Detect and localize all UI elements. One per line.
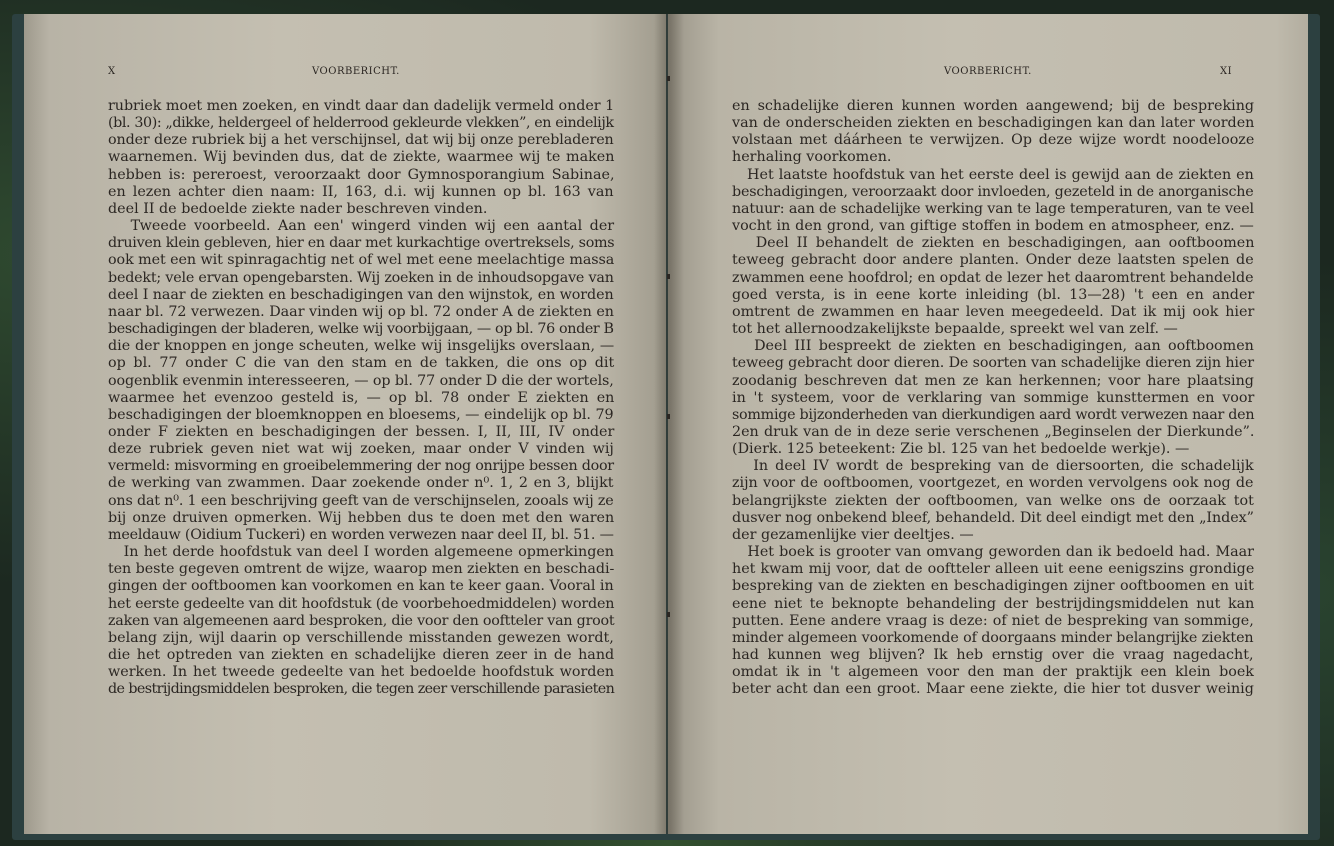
text-line: had kunnen weg blijven? Ik heb ernstig over die vraag nagedacht, <box>732 647 1254 663</box>
text-line: de werking van zwammen. Daar zoekende onder n⁰. 1, 2 en 3, blijkt <box>108 475 614 492</box>
text-line: der gezamenlijke vier deeltjes. — <box>732 526 974 543</box>
text-line: die der knoppen en jonge scheuten, welke wij insgelijks overslaan, — <box>108 338 615 355</box>
left-running-head: VOORBERICHT. <box>312 66 400 77</box>
text-line: beter acht dan een groot. Maar eene ziekte, die hier tot dusver weinig <box>732 681 1254 698</box>
gutter-mark <box>667 612 670 617</box>
text-line: ten beste gegeven omtrent de wijze, waarop men ziekten en beschadi- <box>108 561 615 578</box>
text-line: meeldauw (Oidium Tuckeri) en worden verwezen naar deel II, bl. 51. — <box>108 526 614 543</box>
text-line: Het laatste hoofdstuk van het eerste deel is gewijd aan de ziekten en <box>732 166 1254 183</box>
gutter-mark <box>667 76 670 81</box>
text-line: deel II de bedoelde ziekte nader beschreven vinden. <box>108 200 488 217</box>
right-page-body <box>732 98 1254 698</box>
text-line: ons dat n⁰. 1 een beschrijving geeft van de verschijnselen, zooals wij ze <box>108 492 614 509</box>
text-line: in 't systeem, voor de verklaring van sommige kunsttermen en voor <box>732 389 1255 406</box>
text-line: eene niet te beknopte behandeling der bestrijdingsmiddelen nut kan <box>732 595 1255 612</box>
text-line: vermeld: misvorming en groeibelemmering der nog onrijpe bessen door <box>108 458 614 475</box>
text-line: goed versta, is in eene korte inleiding (bl. 13—28) 't een en ander <box>732 286 1255 303</box>
text-line: putten. Eene andere vraag is deze: of niet de bespreking van sommige, <box>732 612 1254 629</box>
text-line: hebben is: pereroest, veroorzaakt door Gymnosporangium Sabinae, <box>108 166 615 183</box>
text-line: Deel III bespreekt de ziekten en beschadigingen, aan ooftboomen <box>732 338 1254 355</box>
text-line: Deel II behandelt de ziekten en beschadigingen, aan ooftboomen <box>732 235 1255 252</box>
text-line: en lezen achter dien naam: II, 163, d.i. wij kunnen op bl. 163 van <box>108 183 614 200</box>
text-line: Het boek is grooter van omvang geworden dan ik bedoeld had. Maar <box>732 544 1255 561</box>
text-line: rubriek moet men zoeken, en vindt daar dan dadelijk vermeld onder 1 <box>108 98 615 114</box>
text-line: de bestrijdingsmiddelen besproken, die tegen zeer verschillende parasieten <box>108 681 615 698</box>
text-line: volstaan met dáárheen te verwijzen. Op deze wijze wordt noodelooze <box>732 132 1255 149</box>
text-line: zaken van algemeenen aard besproken, die voor den ooftteler van groot <box>108 612 615 629</box>
text-line: belang zijn, wijl daarin op verschillende misstanden gewezen wordt, <box>108 629 614 646</box>
text-line: omdat ik in 't algemeen voor den man der praktijk een klein boek <box>732 664 1254 681</box>
text-line: Tweede voorbeeld. Aan een' wingerd vinden wij een aantal der <box>108 218 615 235</box>
text-line: zijn voor de ooftboomen, voortgezet, en worden vervolgens ook nog de <box>732 475 1254 492</box>
text-line: beschadigingen, veroorzaakt door invloeden, gezeteld in de anorganische <box>732 183 1254 200</box>
text-line: zwammen eene hoofdrol; en opdat de lezer het daaromtrent behandelde <box>732 269 1254 286</box>
text-line: deel I naar de ziekten en beschadigingen van den wijnstok, en worden <box>108 286 614 303</box>
right-running-head: VOORBERICHT. <box>944 66 1032 77</box>
book-gutter <box>654 14 684 834</box>
text-line: (bl. 30): „dikke, heldergeel of helderrood gekleurde vlekken”, en eindelijk <box>108 115 614 132</box>
text-line: en schadelijke dieren kunnen worden aangewend; bij de bespreking <box>732 98 1255 114</box>
text-line: die het optreden van ziekten en schadelijke dieren zeer in de hand <box>108 647 615 663</box>
text-line: teweeg gebracht door dieren. De soorten van schadelijke dieren zijn hier <box>732 355 1254 372</box>
text-line: werken. In het tweede gedeelte van het bedoelde hoofdstuk worden <box>108 664 615 681</box>
open-book <box>24 14 1308 834</box>
text-line: natuur: aan de schadelijke werking van te lage temperaturen, van te veel <box>732 200 1254 217</box>
text-line: van de onderscheiden ziekten en beschadigingen kan dan later worden <box>732 115 1255 132</box>
gutter-mark <box>667 274 670 279</box>
gutter-mark <box>667 414 670 419</box>
left-page-body <box>108 98 614 698</box>
text-line: minder algemeen voorkomende of doorgaans minder belangrijke ziekten <box>732 629 1254 646</box>
text-line: waarnemen. Wij bevinden dus, dat de ziekte, waarmee wij te maken <box>108 149 615 166</box>
text-line: dusver nog onbekend bleef, behandeld. Dit deel eindigt met den „Index” <box>732 509 1254 526</box>
text-line: beschadigingen der bloemknoppen en bloesems, — eindelijk op bl. 79 <box>108 406 614 423</box>
text-line: oogenblik evenmin interesseeren, — op bl. 77 onder D die der wortels, <box>108 372 614 389</box>
left-page <box>24 14 666 834</box>
text-line: bespreking van de ziekten en beschadigingen zijner ooftboomen en uit <box>732 578 1254 595</box>
text-line: bedekt; vele ervan opengebarsten. Wij zoeken in de inhoudsopgave van <box>108 269 614 286</box>
text-line: herhaling voorkomen. <box>732 149 892 166</box>
text-line: vocht in den grond, van giftige stoffen in bodem en atmospheer, enz. — <box>732 218 1254 235</box>
text-line: In deel IV wordt de bespreking van de diersoorten, die schadelijk <box>732 458 1254 475</box>
text-line: 2en druk van de in deze serie verschenen „Beginselen der Dierkunde”. <box>732 423 1255 440</box>
text-line: belangrijkste ziekten der ooftboomen, van welke ons de oorzaak tot <box>732 492 1254 509</box>
left-page-number: X <box>108 66 116 77</box>
text-line: onder deze rubriek bij a het verschijnsel, dat wij bij onze perebladeren <box>108 132 614 149</box>
right-page <box>668 14 1308 834</box>
text-line: (Dierk. 125 beteekent: Zie bl. 125 van het bedoelde werkje). — <box>732 441 1190 458</box>
text-line: gingen der ooftboomen kan voorkomen en kan te keer gaan. Vooral in <box>108 578 614 595</box>
text-line: omtrent de zwammen en haar leven meegedeeld. Dat ik mij ook hier <box>732 303 1255 320</box>
text-line: sommige bijzonderheden van dierkundigen aard wordt verwezen naar den <box>732 406 1255 423</box>
text-line: teweeg gebracht door andere planten. Onder deze laatsten spelen de <box>732 252 1254 269</box>
text-line: onder F ziekten en beschadigingen der bessen. I, II, III, IV onder <box>108 423 615 440</box>
text-line: naar bl. 72 verwezen. Daar vinden wij op bl. 72 onder A de ziekten en <box>108 303 614 320</box>
text-line: waarmee het evenzoo gesteld is, — op bl. 78 onder E ziekten en <box>108 389 615 406</box>
text-line: ook met een wit spinragachtig net of wel met eene meelachtige massa <box>108 252 615 269</box>
right-page-number: XI <box>1220 66 1233 77</box>
text-line: het eerste gedeelte van dit hoofdstuk (de voorbehoedmiddelen) worden <box>108 595 615 612</box>
text-line: In het derde hoofdstuk van deel I worden algemeene opmerkingen <box>108 544 615 561</box>
text-line: druiven klein gebleven, hier en daar met kurkachtige overtreksels, soms <box>108 235 615 252</box>
text-line: zoodanig beschreven dat men ze kan herkennen; voor hare plaatsing <box>732 372 1254 389</box>
text-line: beschadigingen der bladeren, welke wij voorbijgaan, — op bl. 76 onder B <box>108 321 614 338</box>
text-line: deze rubriek geven niet wat wij zoeken, maar onder V vinden wij <box>108 441 614 458</box>
text-line: bij onze druiven opmerken. Wij hebben dus te doen met den waren <box>108 509 615 526</box>
text-line: op bl. 77 onder C die van den stam en de takken, die ons op dit <box>108 355 615 372</box>
text-line: tot het allernoodzakelijkste bepaalde, spreekt wel van zelf. — <box>732 321 1178 338</box>
text-line: het kwam mij voor, dat de ooftteler alleen uit eene eenigszins grondige <box>732 561 1255 578</box>
